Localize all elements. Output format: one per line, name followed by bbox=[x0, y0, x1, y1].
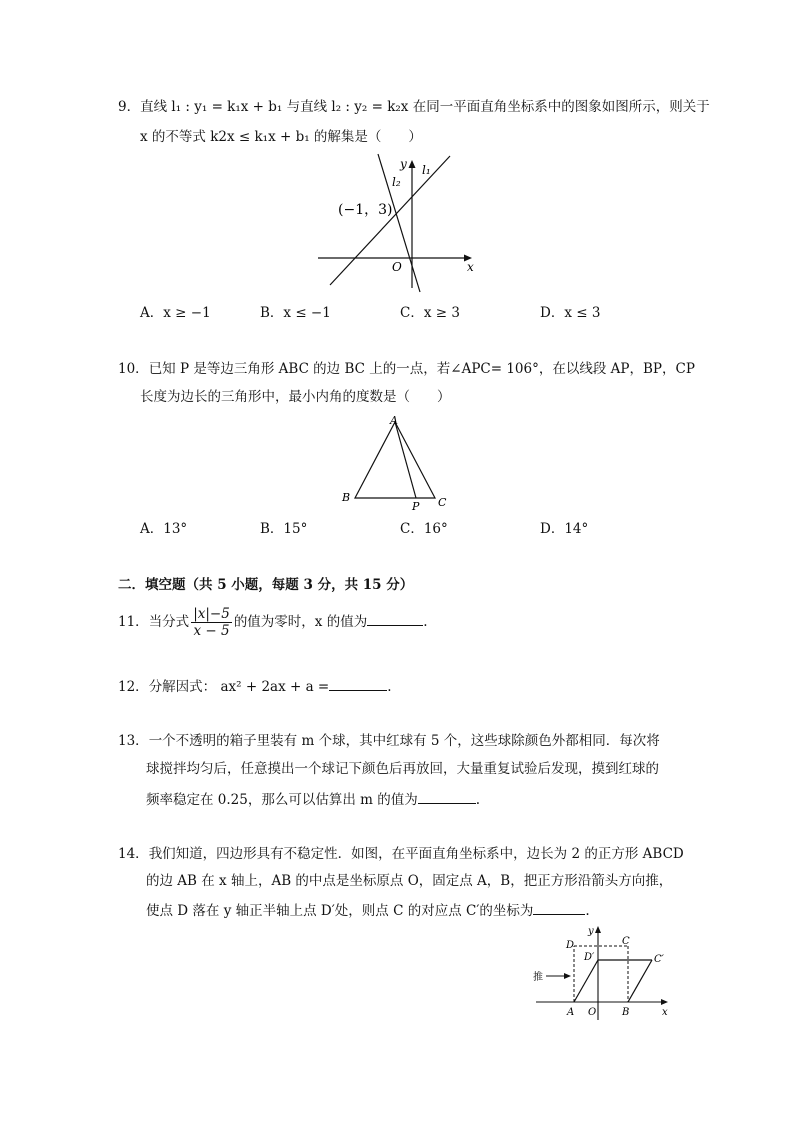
q11-line bbox=[118, 604, 428, 640]
q10-label-b: B bbox=[342, 491, 351, 504]
q14-label-d-prime: D′ bbox=[584, 952, 595, 963]
q13-text-3: 频率稳定在 0.25，那么可以估算出 m 的值为 bbox=[146, 792, 418, 808]
q13-number: 13． bbox=[118, 733, 149, 749]
q13-line1 bbox=[118, 732, 660, 750]
q9-y-label: y bbox=[400, 157, 407, 171]
q14-number: 14． bbox=[118, 846, 149, 862]
q9-l2-label: l₂ bbox=[392, 175, 401, 189]
q9-l1-label: l₁ bbox=[422, 163, 431, 177]
q9-origin-label: O bbox=[392, 260, 402, 274]
q9-x-label: x bbox=[467, 260, 474, 274]
q14-line2: 的边 AB 在 x 轴上，AB 的中点是坐标原点 O，固定点 A，B，把正方形沿箭头方向推， bbox=[146, 873, 673, 889]
q11-numerator: |x|−5 bbox=[193, 606, 230, 622]
q14-label-c-prime: C′ bbox=[654, 954, 664, 965]
q12-answer-blank[interactable] bbox=[329, 676, 387, 691]
q14-answer-blank[interactable] bbox=[533, 900, 585, 915]
q10-label-a: A bbox=[390, 414, 398, 427]
q14-label-b: B bbox=[622, 1007, 630, 1018]
q11-prefix: 当分式 bbox=[148, 614, 190, 630]
q11-end: . bbox=[423, 614, 428, 630]
q14-label-d: D bbox=[566, 940, 575, 951]
q14-text-3: 使点 D 落在 y 轴正半轴上点 D′处，则点 C 的对应点 C′的坐标为 bbox=[146, 903, 534, 919]
q13-answer-blank[interactable] bbox=[418, 789, 476, 804]
q13-line2: 球搅拌均匀后，任意摸出一个球记下颜色后再放回，大量重复试验后发现，摸到红球的 bbox=[146, 761, 659, 777]
q10-line1 bbox=[118, 360, 695, 378]
q10-text-1: 已知 P 是等边三角形 ABC 的边 BC 上的一点，若∠APC= 106°，在以线段 AP，BP，CP bbox=[148, 361, 695, 377]
q13-end: . bbox=[475, 792, 481, 808]
q13-text-1: 一个不透明的箱子里装有 m 个球，其中红球有 5 个，这些球除颜色外都相同．每次将 bbox=[148, 733, 660, 749]
q12-line bbox=[118, 676, 392, 696]
q9-number: 9． bbox=[118, 99, 141, 115]
q11-number: 11． bbox=[118, 614, 149, 630]
q9-option-c: C．x ≥ 3 bbox=[400, 305, 460, 321]
q9-point-label: (−1，3) bbox=[338, 202, 393, 218]
q14-line3 bbox=[146, 900, 590, 920]
q10-option-a: A．13° bbox=[140, 521, 188, 537]
q10-label-p: P bbox=[412, 500, 420, 513]
q14-label-c: C bbox=[622, 936, 630, 947]
q9-figure bbox=[300, 150, 485, 295]
q9-text-1: 直线 l₁ : y₁ = k₁x + b₁ 与直线 l₂ : y₂ = k₂x 在同一平面直角坐标系中的图象如图所示，则关于 bbox=[140, 99, 710, 115]
q10-option-b: B．15° bbox=[260, 521, 308, 537]
q14-end: . bbox=[585, 903, 590, 919]
q9-option-b: B．x ≤ −1 bbox=[260, 305, 331, 321]
q14-text-1: 我们知道，四边形具有不稳定性．如图，在平面直角坐标系中，边长为 2 的正方形 ABCD bbox=[148, 846, 684, 862]
q9-text-2: x 的不等式 k2x ≤ k₁x + b₁ 的解集是（ ） bbox=[140, 129, 422, 145]
q9-option-d: D．x ≤ 3 bbox=[540, 305, 601, 321]
q10-label-c: C bbox=[438, 496, 447, 509]
q14-push-label: 推 bbox=[533, 972, 543, 983]
q10-line2 bbox=[140, 388, 451, 406]
q12-end: . bbox=[387, 679, 392, 695]
q9-line2 bbox=[140, 128, 422, 146]
q9-line1 bbox=[118, 98, 710, 116]
section-title: 二．填空题（共 5 小题，每题 3 分，共 15 分） bbox=[118, 577, 414, 593]
q14-label-a: A bbox=[567, 1007, 575, 1018]
q10-option-d: D．14° bbox=[540, 521, 589, 537]
q9-option-a: A．x ≥ −1 bbox=[140, 305, 211, 321]
q14-label-o: O bbox=[588, 1007, 597, 1018]
q14-figure bbox=[530, 922, 675, 1022]
q10-figure bbox=[340, 414, 455, 514]
q10-number: 10． bbox=[118, 361, 149, 377]
q12-number: 12． bbox=[118, 679, 149, 695]
q11-fraction bbox=[191, 606, 232, 639]
q14-label-y: y bbox=[588, 926, 594, 937]
q11-denominator: x − 5 bbox=[193, 623, 230, 639]
q14-label-x: x bbox=[662, 1007, 668, 1018]
q11-suffix: 的值为零时，x 的值为 bbox=[233, 614, 368, 630]
q12-text: 分解因式： ax² + 2ax + a = bbox=[148, 679, 330, 695]
q10-text-2: 长度为边长的三角形中，最小内角的度数是（ ） bbox=[140, 389, 451, 405]
q11-answer-blank[interactable] bbox=[367, 611, 423, 626]
q14-line1 bbox=[118, 845, 684, 863]
q13-line3 bbox=[146, 789, 480, 809]
q10-option-c: C．16° bbox=[400, 521, 448, 537]
